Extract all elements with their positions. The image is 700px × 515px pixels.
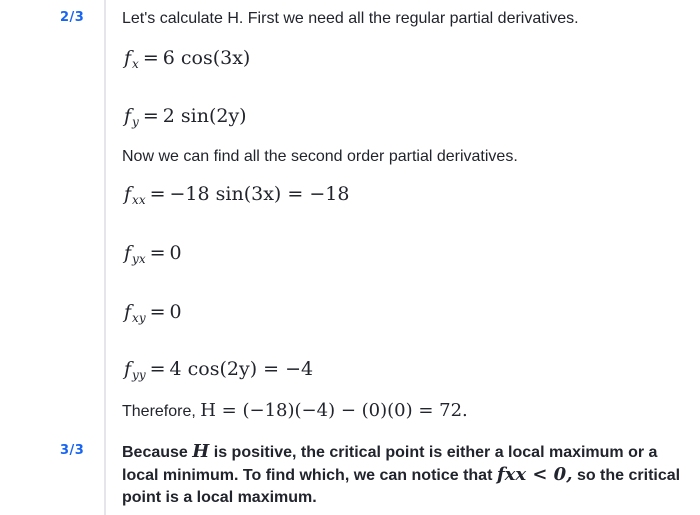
derivative-fxx: $f_{xx} = -18$ sin(3x) = −18 <box>124 183 350 207</box>
derivative-fxy: $f_{xy} = 0$ <box>124 301 182 325</box>
final-step-text: Because H is positive, the critical point is either a local maximum or a local minimum. To find which, we can notice that fxx < 0, so the critical point is a local maximum. <box>122 441 681 506</box>
derivative-fyx: $f_{yx} = 0$ <box>124 242 182 266</box>
step-rail <box>104 0 106 515</box>
step-number: 2/3 <box>60 10 85 25</box>
conclusion-text: Therefore, H = (−18)(−4) − (0)(0) = 72. <box>122 400 468 421</box>
derivative-fyy: $f_{yy} = 4$ cos(2y) = −4 <box>124 358 314 382</box>
derivative-fy: $f_y = 2$ sin(2y) <box>124 105 247 129</box>
step-number: 3/3 <box>60 443 85 458</box>
second-order-intro-text: Now we can find all the second order partial derivatives. <box>122 148 518 165</box>
conclusion-math: H = (−18)(−4) − (0)(0) = 72. <box>200 400 468 421</box>
step-intro-text: Let's calculate H. First we need all the regular partial derivatives. <box>122 10 579 27</box>
derivative-fx: $f_x = 6$ cos(3x) <box>124 47 251 71</box>
